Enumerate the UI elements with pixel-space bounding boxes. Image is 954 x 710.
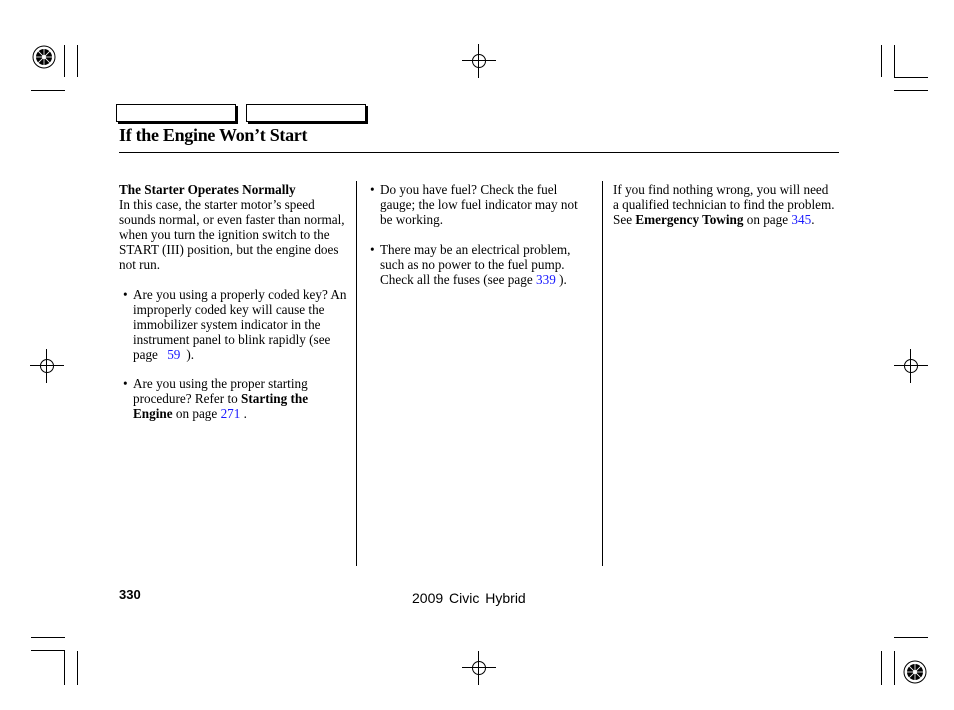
bullet-text: Are you using the proper starting procedure? Refer to [133, 376, 308, 406]
bullet-icon: • [370, 182, 375, 197]
bullet-text-end: ). [186, 347, 195, 362]
list-item [119, 287, 349, 362]
crop-mark [894, 637, 928, 638]
list-item [366, 182, 588, 227]
header-tab [246, 104, 366, 122]
crop-mark [894, 651, 895, 685]
list-item [119, 376, 349, 421]
crop-mark [64, 651, 65, 685]
crosshair-mark-icon [462, 44, 496, 78]
title-rule [119, 152, 839, 153]
list-item [366, 242, 588, 287]
paragraph-text-mid: on page [746, 212, 789, 227]
column-1 [119, 182, 349, 421]
crosshair-mark-icon [462, 651, 496, 685]
page-link[interactable]: 59 [167, 347, 181, 362]
section-heading: The Starter Operates Normally [119, 182, 296, 197]
crosshair-mark-icon [30, 349, 64, 383]
column-3 [613, 182, 835, 227]
crosshair-mark-icon [894, 349, 928, 383]
column-divider [356, 181, 357, 566]
bullet-text: There may be an electrical problem, such as no power to the fuel pump. Check all the fuses (see page [380, 242, 571, 287]
paragraph [613, 182, 835, 227]
crop-mark [894, 77, 928, 78]
reference-title: Starting the Engine [133, 391, 309, 421]
page-title: If the Engine Won’t Start [119, 125, 308, 145]
bullet-icon: • [123, 376, 128, 391]
crop-mark [31, 637, 65, 638]
registration-target-icon [903, 660, 927, 684]
footer-model: 2009 Civic Hybrid [412, 590, 526, 606]
paragraph-text: If you find nothing wrong, you will need a qualified technician to find the problem. See [613, 182, 835, 227]
page-link[interactable]: 339 [536, 272, 556, 287]
bullet-icon: • [370, 242, 375, 257]
crop-mark [31, 650, 65, 651]
page-number: 330 [119, 587, 141, 602]
crop-mark [881, 651, 882, 685]
column-divider [602, 181, 603, 566]
crop-mark [894, 90, 928, 91]
reference-title: Emergency Towing [635, 212, 744, 227]
crop-mark [31, 90, 65, 91]
crop-mark [64, 45, 65, 77]
bullet-text: Do you have fuel? Check the fuel gauge; the low fuel indicator may not be working. [380, 182, 578, 227]
crop-mark [77, 45, 78, 77]
page-link[interactable]: 345 [791, 212, 812, 227]
header-tab [116, 104, 236, 122]
crop-mark [77, 651, 78, 685]
paragraph-text-end: . [811, 212, 815, 227]
bullet-text-mid: on page [175, 406, 218, 421]
bullet-text-end: . [243, 406, 247, 421]
page-link[interactable]: 271 [220, 406, 241, 421]
bullet-text: Are you using a properly coded key? An improperly coded key will cause the immobilizer system indicator in the instrument panel to blink rapidly (see page [133, 287, 347, 362]
intro-paragraph: In this case, the starter motor’s speed sounds normal, or even faster than normal, when you turn the ignition switch to the START (III) position, but the engine does not run. [119, 197, 345, 272]
crop-mark [894, 45, 895, 77]
crop-mark [881, 45, 882, 77]
registration-target-icon [32, 45, 56, 69]
bullet-icon: • [123, 287, 128, 302]
column-2 [366, 182, 588, 287]
bullet-text-end: ). [559, 272, 567, 287]
